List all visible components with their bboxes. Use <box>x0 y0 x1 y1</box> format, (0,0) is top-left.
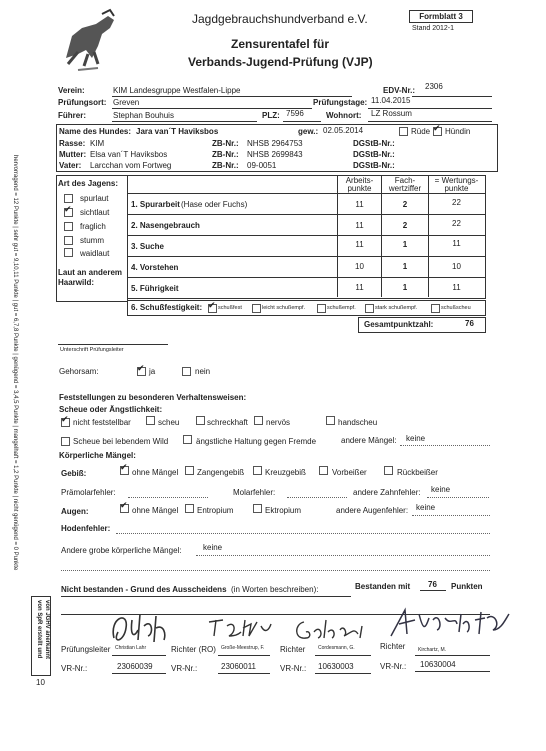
jagen-opt-fraglich-checkbox[interactable] <box>64 222 73 231</box>
dgst2-label: DGStB-Nr.: <box>353 150 395 159</box>
gehorsam-ja: ja <box>149 367 156 376</box>
row3-fw: 1 <box>402 240 408 249</box>
augen-opt3-checkbox[interactable] <box>253 504 262 513</box>
col-header-fw-2: wertziffer <box>388 184 422 193</box>
rasse-value: KIM <box>90 139 105 148</box>
scheue-opt7-checkbox[interactable] <box>183 435 192 444</box>
row4-fw: 1 <box>402 262 408 271</box>
fuehrer-value: Stephan Bouhuis <box>113 111 174 120</box>
zb3-value: 09-0051 <box>247 161 277 170</box>
ruede-checkbox[interactable] <box>399 127 408 136</box>
vr1-value: 23060039 <box>117 662 153 671</box>
schuss-opt5: schußscheu <box>441 305 471 311</box>
row1-fw: 2 <box>402 200 408 209</box>
pl-label: Prüfungsleiter <box>61 645 111 654</box>
gebiss-opt3-checkbox[interactable] <box>253 466 262 475</box>
schuss-opt4-checkbox[interactable] <box>365 304 374 313</box>
dog-name-value: Jara van´T Haviksbos <box>136 127 219 136</box>
r3-label: Richter <box>380 642 406 651</box>
zb2-label: ZB-Nr.: <box>212 150 239 159</box>
mutter-label: Mutter: <box>59 150 87 159</box>
jagen-opt-waidlaut: waidlaut <box>80 249 110 258</box>
plz-value: 7596 <box>286 109 304 118</box>
jghv-logo-icon <box>58 6 118 76</box>
col-header-wp-1: = Wertungs- <box>434 176 479 185</box>
wohnort-value: LZ Rossum <box>371 109 412 118</box>
andere-maengel-value: keine <box>406 434 426 443</box>
row5-ap: 11 <box>355 283 364 292</box>
scheue-opt4-checkbox[interactable] <box>254 416 263 425</box>
zahn-value: keine <box>431 485 451 494</box>
row3-label: 3. Suche <box>131 242 164 251</box>
zb3-label: ZB-Nr.: <box>212 161 239 170</box>
gebiss-opt4: Vorbeißer <box>332 468 367 477</box>
gesamt-value: 76 <box>465 319 474 328</box>
scheue-opt6-checkbox[interactable] <box>61 437 70 446</box>
row3-wp: 11 <box>452 239 461 248</box>
plz-label: PLZ: <box>262 111 280 120</box>
scheue-opt4: nervös <box>266 418 291 427</box>
jagen-opt-spurlaut: spurlaut <box>80 194 109 203</box>
row3-ap: 11 <box>355 240 364 249</box>
mutter-value: Elsa van´T Haviksbos <box>90 150 168 159</box>
row4-label: 4. Vorstehen <box>131 263 179 272</box>
jagen-opt-fraglich: fraglich <box>80 222 106 231</box>
verein-label: Verein: <box>58 86 85 95</box>
koerper-title: Körperliche Mängel: <box>59 451 136 460</box>
col-header-ap-1: Arbeits- <box>345 176 374 185</box>
side-scale-text: hervorragend = 12 Punkte | sehr gut = 9,10,11 Punkte | gut = 6,7,8 Punkte | genügend = 3,4,5 Punkte | mangelhaft = 1,2 Punkte | nicht genügend = 0 Punkte <box>12 155 18 571</box>
r2-label: Richter <box>280 645 306 654</box>
ruede-label: Rüde <box>411 127 431 136</box>
row5-fw: 1 <box>402 283 408 292</box>
gebiss-opt1: ohne Mängel <box>132 468 179 477</box>
grobe-label: Andere grobe körperliche Mängel: <box>61 546 182 555</box>
scheue-opt3-checkbox[interactable] <box>196 416 205 425</box>
gebiss-opt2: Zangengebiß <box>197 468 245 477</box>
gebiss-opt3: Kreuzgebiß <box>265 468 306 477</box>
row1-ap: 11 <box>355 200 364 209</box>
signature-pruefungsleiter-icon <box>104 608 184 648</box>
page-number: 10 <box>36 678 45 687</box>
punkten-label: Punkten <box>451 582 483 591</box>
rasse-label: Rasse: <box>59 139 86 148</box>
dog-name-label: Name des Hundes: <box>59 127 132 136</box>
vr3-label: VR-Nr.: <box>280 664 307 673</box>
gew-label: gew.: <box>298 127 319 136</box>
ort-label: Prüfungsort: <box>58 98 107 107</box>
vr4-label: VR-Nr.: <box>380 662 407 671</box>
vater-value: Larcchan vom Fortweg <box>90 161 172 170</box>
hoden-label: Hodenfehler: <box>61 524 111 533</box>
schuss-opt1: schußfest <box>218 305 242 311</box>
scheue-opt7: ängstliche Haltung gegen Fremde <box>196 437 317 446</box>
gehorsam-nein: nein <box>195 367 211 376</box>
r1-small: Große-Meestrup, F. <box>221 645 265 651</box>
huendin-label: Hündin <box>445 127 471 136</box>
edv-label: EDV-Nr.: <box>383 86 416 95</box>
molar-label: Molarfehler: <box>233 488 276 497</box>
gehorsam-label: Gehorsam: <box>59 367 99 376</box>
row2-ap: 11 <box>355 221 364 230</box>
schuss-opt3-checkbox[interactable] <box>317 304 326 313</box>
schuss-opt2-checkbox[interactable] <box>252 304 261 313</box>
side-box-line1: von SpR erstellt und <box>36 600 42 659</box>
jagen-opt-spurlaut-checkbox[interactable] <box>64 194 73 203</box>
gebiss-opt4-checkbox[interactable] <box>319 466 328 475</box>
dgst1-label: DGStB-Nr.: <box>353 139 395 148</box>
stand-label: Stand 2012-1 <box>412 25 455 32</box>
augen-opt2: Entropium <box>197 506 234 515</box>
title-line2: Verbands-Jugend-Prüfung (VJP) <box>188 55 373 69</box>
jagen-opt-stumm: stumm <box>80 236 104 245</box>
schuss-opt3: schußempf. <box>327 305 356 311</box>
scheue-opt1-checkbox[interactable] <box>61 418 70 427</box>
schuss-opt1-checkbox[interactable] <box>208 304 217 313</box>
gebiss-opt5: Rückbeißer <box>397 468 438 477</box>
jagen-opt-sichtlaut-checkbox[interactable] <box>64 208 73 217</box>
ort-value: Greven <box>113 98 140 107</box>
augen-opt1-checkbox[interactable] <box>120 504 129 513</box>
row2-wp: 22 <box>452 219 461 228</box>
scheue-opt1: nicht feststellbar <box>73 418 131 427</box>
schuss-label: 6. Schußfestigkeit: <box>131 303 203 312</box>
jagen-opt-waidlaut-checkbox[interactable] <box>64 248 73 257</box>
r2-small: Cordesmann, G. <box>318 645 355 651</box>
gebiss-label: Gebiß: <box>61 469 87 478</box>
bestanden-label: Bestanden mit <box>355 582 411 591</box>
huendin-checkbox[interactable] <box>433 127 442 136</box>
vr1-label: VR-Nr.: <box>61 664 88 673</box>
row1-sub: (Hase oder Fuchs) <box>181 200 248 209</box>
zb1-label: ZB-Nr.: <box>212 139 239 148</box>
row4-ap: 10 <box>355 262 364 271</box>
row2-label: 2. Nasengebrauch <box>131 221 200 230</box>
r3-small: Kirchartz, M. <box>418 647 447 653</box>
gew-value: 02.05.2014 <box>323 126 364 135</box>
scheue-opt2-checkbox[interactable] <box>146 416 155 425</box>
row2-fw: 2 <box>402 221 408 230</box>
feststellungen-title: Feststellungen zu besonderen Verhaltensweisen: <box>59 393 247 402</box>
augen-opt3: Ektropium <box>265 506 302 515</box>
scheue-opt3: schreckhaft <box>207 418 248 427</box>
col-header-ap-2: punkte <box>347 184 372 193</box>
col-header-fw-1: Fach- <box>394 176 416 185</box>
schuss-opt4: stark schußempf. <box>375 305 418 311</box>
augen-opt1: ohne Mängel <box>132 506 179 515</box>
signature-richter-ro-icon <box>205 612 280 647</box>
zb1-value: NHSB 2964753 <box>247 139 303 148</box>
fuehrer-label: Führer: <box>58 111 86 120</box>
side-box-line2: von JGHV anerkannt <box>44 600 50 660</box>
laut-label-1: Laut an anderem <box>58 268 123 277</box>
gehorsam-nein-checkbox[interactable] <box>182 367 191 376</box>
org-name: Jagdgebrauchshundverband e.V. <box>192 12 368 26</box>
grobe-value: keine <box>203 543 223 552</box>
formblatt-box: Formblatt 3 <box>409 10 473 23</box>
praemolar-label: Prämolarfehler: <box>61 488 116 497</box>
r1-label: Richter (RO) <box>171 645 216 654</box>
scheue-opt2: scheu <box>158 418 180 427</box>
gehorsam-ja-checkbox[interactable] <box>137 367 146 376</box>
augen-andere-value: keine <box>416 503 436 512</box>
scheue-opt6: Scheue bei lebendem Wild <box>73 437 169 446</box>
jagen-opt-stumm-checkbox[interactable] <box>64 236 73 245</box>
title-line1: Zensurentafel für <box>231 37 330 51</box>
col-header-wp-2: punkte <box>444 184 469 193</box>
signature-richter-2-icon <box>292 612 377 647</box>
gebiss-opt2-checkbox[interactable] <box>185 466 194 475</box>
edv-value: 2306 <box>425 82 443 91</box>
jagen-title: Art des Jagens: <box>58 179 119 188</box>
andere-maengel-label: andere Mängel: <box>341 436 397 445</box>
unterschrift-label: Unterschrift Prüfungsleiter <box>60 347 124 353</box>
tage-value: 11.04.2015 <box>371 96 411 105</box>
row5-wp: 11 <box>452 283 461 292</box>
jagen-opt-sichtlaut: sichtlaut <box>80 208 110 217</box>
gesamt-label: Gesamtpunktzahl: <box>364 320 434 329</box>
augen-andere-label: andere Augenfehler: <box>336 506 409 515</box>
scheue-opt5: handscheu <box>338 418 378 427</box>
result-sub: (in Worten beschreiben): <box>231 585 319 594</box>
vr3-value: 10630003 <box>318 662 354 671</box>
vater-label: Vater: <box>59 161 82 170</box>
vr4-value: 10630004 <box>420 660 456 669</box>
augen-label: Augen: <box>61 507 89 516</box>
zb2-value: NHSB 2699843 <box>247 150 303 159</box>
wohnort-label: Wohnort: <box>326 111 362 120</box>
signature-richter-3-icon <box>385 606 515 644</box>
zahn-label: andere Zahnfehler: <box>353 488 421 497</box>
schuss-opt2: leicht schußempf. <box>262 305 306 311</box>
row5-label: 5. Führigkeit <box>131 284 179 293</box>
result-label: Nicht bestanden - Grund des Ausscheidens <box>61 585 227 594</box>
row1-wp: 22 <box>452 198 461 207</box>
schuss-opt5-checkbox[interactable] <box>431 304 440 313</box>
vr2-value: 23060011 <box>221 662 256 671</box>
gebiss-opt5-checkbox[interactable] <box>384 466 393 475</box>
bestanden-value: 76 <box>428 580 437 589</box>
vr2-label: VR-Nr.: <box>171 664 198 673</box>
scheue-title: Scheue oder Ängstlichkeit: <box>59 405 163 414</box>
scheue-opt5-checkbox[interactable] <box>326 416 335 425</box>
row4-wp: 10 <box>452 262 461 271</box>
augen-opt2-checkbox[interactable] <box>185 504 194 513</box>
row1-label: 1. Spurarbeit <box>131 200 180 209</box>
tage-label: Prüfungstage: <box>313 98 368 107</box>
dgst3-label: DGStB-Nr.: <box>353 161 395 170</box>
verein-value: KIM Landesgruppe Westfalen-Lippe <box>113 86 241 95</box>
pl-small: Christian Lahr <box>115 645 147 651</box>
gebiss-opt1-checkbox[interactable] <box>120 466 129 475</box>
laut-label-2: Haarwild: <box>58 278 95 287</box>
